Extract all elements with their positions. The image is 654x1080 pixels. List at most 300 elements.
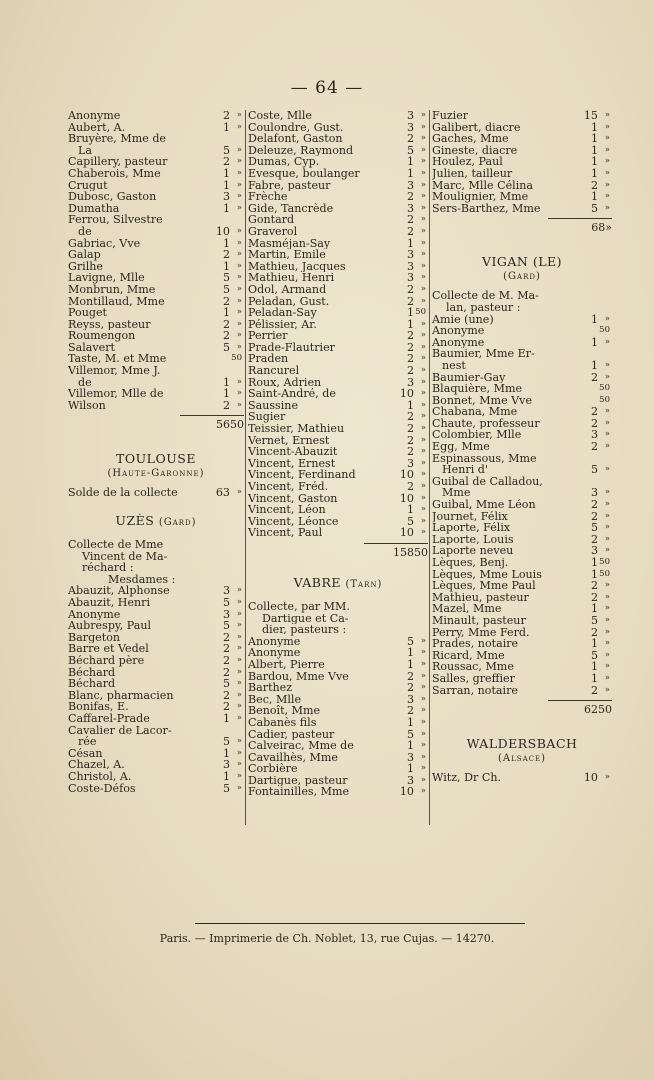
donor-name: Dumatha — [68, 202, 120, 215]
amount-centimes — [598, 348, 612, 360]
donor-name: Roux, Adrien — [248, 376, 322, 389]
donor-name: Galibert, diacre — [432, 121, 521, 134]
amount-francs: 2 — [406, 422, 414, 436]
amount-francs: 2 — [590, 405, 598, 419]
amount-centimes: » — [236, 678, 242, 689]
amount-francs: 2 — [222, 653, 230, 667]
donor-row — [68, 667, 244, 679]
amount-centimes: » — [420, 133, 426, 144]
amount-centimes: » — [420, 156, 426, 167]
amount-francs: 5 — [222, 735, 230, 749]
amount-francs — [572, 325, 598, 337]
donor-row — [68, 748, 244, 760]
donor-name: Martin, Emile — [248, 249, 326, 261]
amount-centimes: » — [604, 313, 610, 324]
total-francs: 68 — [591, 221, 606, 235]
total-francs: 62 — [584, 703, 598, 717]
donor-name: Coulondre, Gust. — [248, 121, 344, 134]
amount-centimes: » — [236, 643, 242, 654]
amount-centimes: » — [236, 770, 242, 781]
donor-name: Fabre, pasteur — [248, 179, 331, 192]
amount-centimes — [598, 476, 612, 488]
donor-row — [68, 388, 244, 400]
amount-francs: 3 — [406, 201, 414, 215]
donor-row — [248, 504, 428, 516]
amount-centimes: » — [420, 411, 426, 422]
donor-name: Odol, Armand — [248, 283, 327, 296]
donor-name: Perrier — [248, 330, 288, 342]
donor-name: Mathieu, Jacques — [248, 260, 346, 273]
amount-francs: 2 — [406, 294, 414, 308]
amount-centimes: » — [420, 481, 426, 491]
section-total — [432, 704, 612, 716]
section-heading: VIGAN (LE) — [481, 254, 563, 270]
amount-francs: 10 — [399, 785, 414, 799]
amount-centimes: » — [420, 179, 426, 190]
donor-name: Vincent, Léonce — [248, 515, 339, 528]
donor-name: Anonyme — [68, 110, 121, 122]
amount-centimes: » — [236, 747, 242, 758]
amount-centimes: » — [604, 202, 610, 213]
donor-row — [248, 133, 428, 145]
amount-centimes: » — [236, 318, 242, 329]
donor-row — [432, 511, 612, 523]
donor-row — [432, 348, 612, 360]
donor-row — [432, 360, 612, 372]
amount-francs: 3 — [222, 758, 230, 772]
donor-name: Vincent-Abauzit — [248, 446, 338, 458]
amount-centimes: » — [420, 763, 426, 774]
donor-name: Vincent, Paul — [248, 527, 323, 539]
amount-centimes: » — [236, 260, 242, 271]
amount-francs: 2 — [222, 329, 230, 343]
donor-row — [432, 383, 612, 395]
section-heading — [68, 513, 244, 531]
donor-name: Saussine — [248, 399, 299, 412]
donor-name: Sugier — [248, 411, 286, 424]
amount-centimes: » — [604, 614, 610, 625]
amount-centimes: » — [420, 446, 426, 457]
amount-centimes: » — [420, 237, 426, 248]
amount-francs: 5 — [406, 143, 414, 157]
amount-francs: 5 — [406, 634, 414, 648]
donor-row — [68, 226, 244, 238]
heading-region: (Tarn) — [345, 578, 383, 590]
amount-francs: 1 — [590, 602, 598, 616]
donor-row — [248, 481, 428, 493]
amount-francs: 2 — [406, 329, 414, 343]
amount-centimes: » — [420, 353, 426, 364]
donor-name: Mme — [442, 487, 471, 500]
collection-intro — [432, 290, 612, 313]
amount-francs: 63 — [215, 486, 230, 500]
donor-row — [68, 261, 244, 273]
donor-list — [68, 487, 244, 499]
amount-centimes: » — [604, 121, 610, 132]
donor-name: Bonifas, E. — [68, 701, 129, 713]
section-heading: WALDERSBACH — [466, 736, 578, 752]
donor-name: Gide, Tancrède — [248, 202, 334, 215]
donor-name: Bargeton — [68, 631, 121, 644]
amount-centimes: » — [604, 772, 610, 783]
donor-row — [432, 580, 612, 592]
amount-centimes: » — [420, 635, 426, 646]
amount-francs: 1 — [406, 762, 414, 776]
amount-francs: 2 — [222, 294, 230, 308]
donor-name: Delafont, Gaston — [248, 133, 343, 145]
amount-francs: 5 — [222, 677, 230, 691]
donor-name: Evesque, boulanger — [248, 167, 360, 180]
amount-centimes: » — [604, 336, 610, 347]
donor-row — [432, 314, 612, 326]
amount-centimes: » — [420, 716, 426, 727]
donor-row — [248, 671, 428, 683]
donor-row — [432, 545, 612, 557]
donor-row — [68, 353, 244, 365]
amount-centimes: 50 — [231, 353, 242, 364]
donor-row — [248, 272, 428, 284]
amount-centimes: » — [236, 249, 242, 260]
amount-centimes: » — [604, 626, 610, 637]
donor-name: Vincent, Léon — [248, 504, 326, 516]
donor-name: Bec, Mlle — [248, 693, 302, 706]
amount-francs: 2 — [406, 433, 414, 447]
amount-centimes: » — [604, 133, 610, 144]
amount-francs — [204, 365, 230, 377]
amount-centimes: » — [604, 522, 610, 533]
donor-row — [248, 122, 428, 134]
amount-centimes: » — [604, 603, 610, 614]
amount-centimes: » — [420, 260, 426, 271]
donor-name: Bruyère, Mme de — [68, 133, 166, 145]
donor-name: Laporte, Félix — [432, 522, 511, 534]
amount-centimes: » — [420, 658, 426, 669]
donor-list — [68, 585, 244, 794]
amount-francs: 3 — [406, 692, 414, 706]
amount-francs: 5 — [406, 514, 414, 528]
donor-row — [248, 636, 428, 648]
amount-francs: 2 — [406, 445, 414, 459]
donor-name: Montillaud, Mme — [68, 295, 165, 308]
donor-name: Gineste, diacre — [432, 144, 518, 157]
donor-row — [432, 569, 612, 581]
amount-centimes: » — [236, 295, 242, 306]
amount-francs: 5 — [222, 143, 230, 157]
amount-centimes: » — [236, 666, 242, 677]
donor-name: Vincent, Ernest — [248, 457, 336, 470]
donor-name: Cavailhès, Mme — [248, 751, 338, 764]
section-subheading: (Gard) — [503, 271, 541, 283]
donor-row — [432, 476, 612, 488]
donor-name: Teissier, Mathieu — [248, 423, 345, 435]
donor-row — [248, 400, 428, 412]
donor-name: Chabana, Mme — [432, 406, 518, 418]
amount-centimes: » — [420, 191, 426, 202]
donor-row — [432, 395, 612, 407]
donor-row — [248, 284, 428, 296]
column-divider — [245, 110, 246, 825]
amount-francs: 1 — [222, 120, 230, 134]
amount-centimes: 50 — [599, 383, 610, 394]
donor-name: Julien, tailleur — [432, 167, 513, 180]
amount-francs: 1 — [590, 358, 598, 372]
donor-row — [432, 180, 612, 192]
donor-row — [432, 191, 612, 203]
donor-name: Coste-Défos — [68, 782, 136, 795]
donor-name: Sers-Barthez, Mme — [432, 202, 541, 215]
amount-francs: 2 — [590, 579, 598, 593]
amount-francs: 1 — [406, 155, 414, 169]
amount-francs: 5 — [222, 781, 230, 795]
donor-name: Albert, Pierre — [248, 658, 325, 671]
donor-name: Capillery, pasteur — [68, 156, 168, 168]
intro-line — [68, 574, 244, 586]
amount-francs: 2 — [590, 370, 598, 384]
amount-centimes: » — [236, 487, 242, 498]
amount-centimes: » — [604, 144, 610, 155]
donor-row — [432, 453, 612, 465]
donor-name: Houlez, Paul — [432, 156, 503, 168]
donor-name: Journet, Félix — [432, 510, 508, 523]
amount-centimes: » — [236, 376, 242, 387]
amount-centimes: 50 — [415, 307, 426, 318]
donor-row — [68, 272, 244, 284]
amount-francs: 2 — [222, 665, 230, 679]
amount-francs: 3 — [406, 773, 414, 787]
amount-francs: 1 — [222, 178, 230, 192]
footer-rule — [195, 923, 525, 924]
amount-francs: 2 — [222, 155, 230, 169]
donor-row — [432, 592, 612, 604]
donor-list — [68, 110, 244, 411]
amount-francs: 3 — [590, 544, 598, 558]
donor-name: Guibal, Mme Léon — [432, 499, 536, 511]
donor-row — [68, 771, 244, 783]
amount-francs: 2 — [406, 132, 414, 146]
amount-centimes: » — [236, 782, 242, 793]
amount-centimes: » — [236, 712, 242, 723]
amount-centimes: » — [420, 202, 426, 213]
donor-name: Reyss, pasteur — [68, 318, 151, 331]
donor-name: Calveirac, Mme de — [248, 740, 354, 752]
amount-francs: 2 — [222, 630, 230, 644]
amount-centimes: » — [420, 318, 426, 329]
donor-name: Abauzit, Henri — [68, 597, 151, 609]
donor-name: Taste, M. et Mme — [68, 353, 167, 366]
donor-name: Chaberois, Mme — [68, 167, 161, 180]
donor-row — [68, 713, 244, 725]
donor-name: Cadier, pasteur — [248, 728, 335, 741]
donor-row — [432, 168, 612, 180]
donor-name: Dartigue, pasteur — [248, 774, 348, 787]
donor-name: Prade-Flautrier — [248, 341, 335, 354]
amount-francs: 1 — [590, 312, 598, 326]
donor-name: Frèche — [248, 191, 288, 203]
donor-row — [68, 609, 244, 621]
intro-line — [248, 613, 428, 625]
donor-name: Ferrou, Silvestre — [68, 214, 163, 226]
amount-francs: 10 — [399, 526, 414, 540]
donor-name: Praden — [248, 353, 289, 366]
donor-row — [68, 191, 244, 203]
donor-row — [432, 522, 612, 534]
amount-francs: 1 — [222, 746, 230, 760]
donor-list — [432, 110, 612, 214]
donor-row — [432, 638, 612, 650]
donor-name: Roussac, Mme — [432, 661, 514, 673]
amount-francs: 5 — [590, 201, 598, 215]
amount-centimes: » — [236, 585, 242, 596]
donor-row — [68, 690, 244, 702]
donor-row — [68, 678, 244, 690]
donor-row — [248, 752, 428, 764]
donor-row — [248, 261, 428, 273]
amount-centimes: » — [236, 283, 242, 294]
amount-centimes: » — [420, 295, 426, 306]
amount-centimes: » — [604, 661, 610, 672]
donor-row — [432, 203, 612, 215]
amount-centimes: » — [604, 441, 610, 452]
donor-row — [248, 786, 428, 798]
amount-centimes: » — [420, 341, 426, 352]
donor-row — [68, 620, 244, 632]
amount-francs: 10 — [399, 491, 414, 505]
amount-centimes: » — [420, 457, 426, 468]
donor-row — [432, 418, 612, 430]
section-subheading: (Alsace) — [498, 753, 546, 765]
amount-centimes: » — [236, 597, 242, 607]
donor-name: Solde de la collecte — [68, 487, 178, 500]
donor-row — [68, 296, 244, 308]
amount-francs: 2 — [406, 681, 414, 695]
amount-francs: 1 — [406, 317, 414, 331]
donor-row — [432, 615, 612, 627]
donor-name: Vincent, Gaston — [248, 492, 338, 505]
amount-centimes: » — [236, 701, 242, 712]
donor-row — [432, 650, 612, 662]
donor-name: Fuzier — [432, 110, 469, 122]
amount-centimes: » — [604, 110, 610, 120]
amount-francs: 1 — [590, 567, 598, 581]
amount-centimes — [230, 214, 244, 226]
amount-francs: 5 — [222, 596, 230, 609]
intro-line — [68, 562, 244, 574]
donor-name: Rancurel — [248, 365, 300, 377]
donor-name: Sarran, notaire — [432, 684, 518, 697]
donor-name: Villemor, Mlle de — [68, 388, 164, 400]
intro-line — [248, 601, 428, 613]
donor-row — [432, 122, 612, 134]
amount-centimes: » — [604, 464, 610, 475]
amount-centimes: » — [420, 786, 426, 797]
donor-name: Pouget — [68, 307, 107, 319]
amount-francs: 3 — [406, 456, 414, 470]
donor-row — [432, 110, 612, 122]
amount-francs: 2 — [406, 364, 414, 378]
amount-francs: 15 — [583, 109, 598, 122]
amount-centimes: » — [420, 214, 426, 225]
donor-name: Cabanès fils — [248, 716, 317, 729]
donor-name: Gaches, Mme — [432, 133, 509, 145]
intro-text: réchard : — [82, 562, 134, 574]
intro-line — [432, 290, 612, 302]
amount-francs: 3 — [406, 120, 414, 134]
donor-name: Bardou, Mme Vve — [248, 670, 349, 683]
amount-francs: 2 — [406, 704, 414, 718]
donor-row — [248, 423, 428, 435]
intro-line — [68, 551, 244, 563]
intro-line — [68, 539, 244, 551]
donor-name: Ricard, Mme — [432, 649, 505, 662]
amount-centimes: » — [236, 225, 242, 236]
donor-list — [432, 314, 612, 697]
donor-row — [432, 429, 612, 441]
donor-row — [248, 659, 428, 671]
amount-francs: 1 — [406, 657, 414, 671]
donor-name: Gabriac, Vve — [68, 237, 141, 250]
amount-francs: 1 — [590, 190, 598, 204]
intro-text: Collecte de M. Ma- — [432, 290, 539, 302]
donor-row — [248, 682, 428, 694]
amount-francs — [572, 383, 598, 395]
amount-francs: 2 — [406, 224, 414, 238]
donor-name: Chazel, A. — [68, 759, 125, 771]
donor-list — [432, 772, 612, 784]
amount-centimes: » — [604, 545, 610, 556]
total-centimes: 50 — [230, 418, 244, 432]
donor-name: Moulignier, Mme — [432, 191, 529, 203]
amount-francs: 1 — [222, 375, 230, 389]
amount-centimes: » — [420, 376, 426, 387]
amount-francs: 1 — [222, 769, 230, 783]
amount-francs: 2 — [590, 178, 598, 192]
total-centimes: 50 — [598, 703, 612, 717]
donor-row — [248, 493, 428, 505]
donor-row — [248, 705, 428, 717]
donor-row — [68, 759, 244, 771]
column-total — [68, 419, 244, 431]
donor-name: Egg, Mme — [432, 441, 490, 453]
donor-name: Césan — [68, 747, 103, 760]
amount-francs: 10 — [583, 771, 598, 785]
donor-row — [432, 627, 612, 639]
amount-centimes: » — [236, 144, 242, 155]
donor-row — [248, 647, 428, 659]
donor-row — [248, 203, 428, 215]
amount-francs: 3 — [222, 190, 230, 204]
amount-centimes: » — [420, 388, 426, 399]
amount-francs: 1 — [222, 201, 230, 215]
amount-francs: 1 — [590, 143, 598, 157]
donor-row — [432, 499, 612, 511]
amount-centimes: » — [604, 429, 610, 440]
amount-francs: 3 — [406, 178, 414, 192]
donor-row — [248, 763, 428, 775]
amount-francs: 1 — [222, 711, 230, 725]
amount-francs: 1 — [590, 556, 598, 569]
amount-francs: 2 — [406, 340, 414, 354]
donor-row — [68, 701, 244, 713]
amount-francs: 5 — [590, 613, 598, 627]
donor-row — [432, 337, 612, 349]
donor-name: Bonnet, Mme Vve — [432, 394, 533, 407]
donor-name: Galap — [68, 249, 101, 261]
amount-francs: 1 — [406, 503, 414, 517]
amount-francs: 1 — [590, 166, 598, 180]
donor-list — [248, 636, 428, 798]
amount-centimes: » — [420, 728, 426, 739]
amount-centimes: » — [236, 307, 242, 318]
